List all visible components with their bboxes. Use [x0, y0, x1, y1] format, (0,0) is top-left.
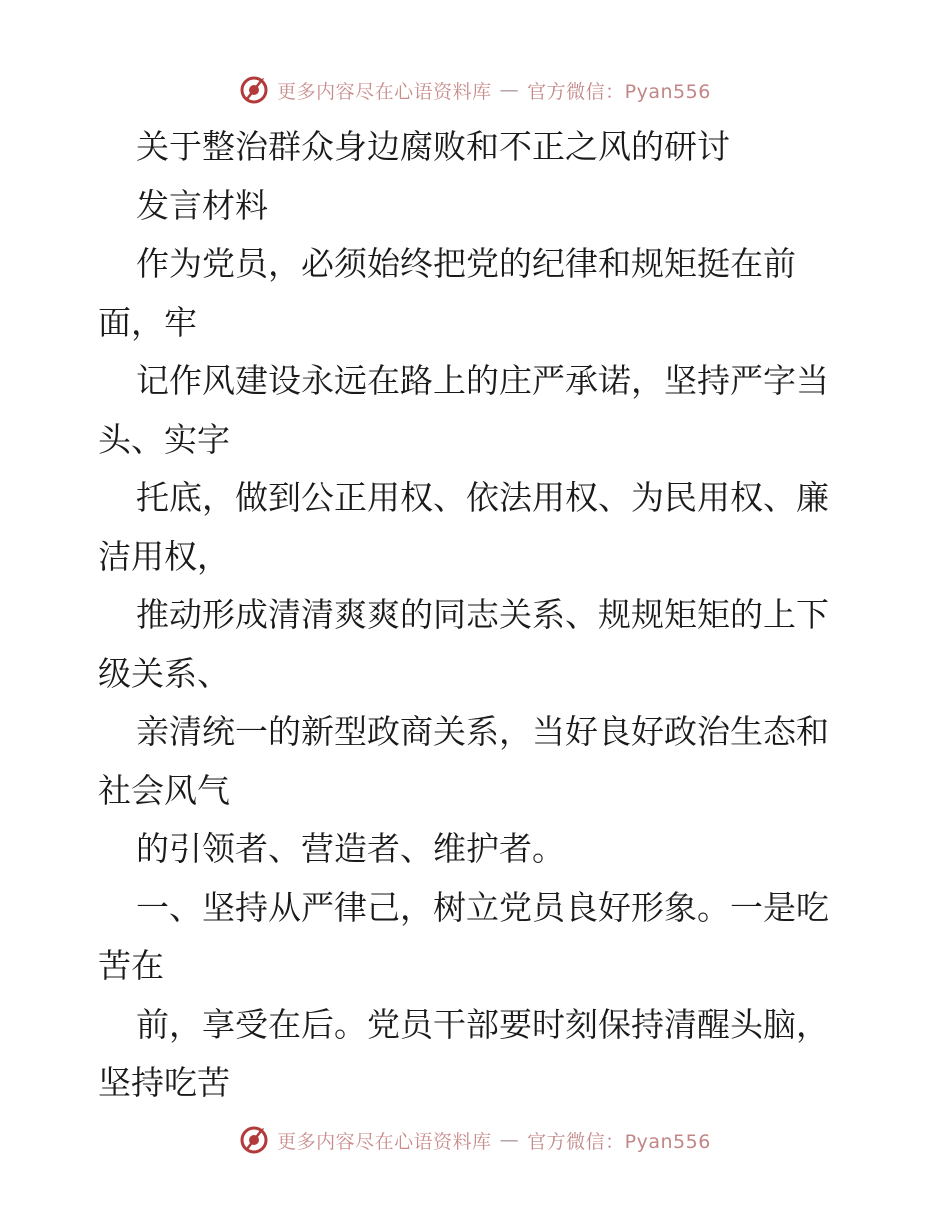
doc-line: 作为党员，必须始终把党的纪律和规矩挺在前 [136, 244, 796, 283]
doc-line: 亲清统一的新型政商关系，当好良好政治生态和 [136, 712, 829, 751]
doc-line: 发言材料 [136, 185, 268, 225]
document-body [98, 118, 858, 1113]
doc-line: 头、实字 [98, 419, 230, 459]
doc-line: 级关系、 [98, 653, 230, 693]
watermark-contact: 官方微信：Pyan556 [527, 1130, 711, 1153]
doc-line: 记作风建设永远在路上的庄严承诺，坚持严字当 [136, 361, 829, 400]
doc-line: 一、坚持从严律己，树立党员良好形象。一是吃 [136, 887, 829, 927]
doc-line: 洁用权， [98, 536, 230, 576]
footer-watermark [0, 1120, 950, 1160]
doc-line: 的引领者、营造者、维护者。 [136, 829, 565, 868]
watermark-text: 更多内容尽在心语资料库 [277, 80, 492, 103]
doc-line: 社会风气 [98, 770, 230, 810]
doc-line: 苦在 [98, 946, 164, 985]
doc-line: 面，牢 [98, 302, 197, 342]
watermark-text: 更多内容尽在心语资料库 [277, 1130, 492, 1153]
doc-line: 前，享受在后。党员干部要时刻保持清醒头脑， [136, 1004, 829, 1044]
header-watermark [0, 70, 950, 110]
doc-line: 托底，做到公正用权、依法用权、为民用权、廉 [136, 478, 829, 517]
brand-logo-icon [239, 75, 269, 105]
doc-line: 关于整治群众身边腐败和不正之风的研讨 [136, 127, 730, 166]
doc-line: 推动形成清清爽爽的同志关系、规规矩矩的上下 [136, 595, 829, 634]
watermark-separator: — [499, 1129, 520, 1151]
watermark-separator: — [499, 79, 520, 101]
brand-logo-icon [239, 1125, 269, 1155]
doc-line: 坚持吃苦 [98, 1063, 230, 1102]
watermark-contact: 官方微信：Pyan556 [527, 80, 711, 103]
